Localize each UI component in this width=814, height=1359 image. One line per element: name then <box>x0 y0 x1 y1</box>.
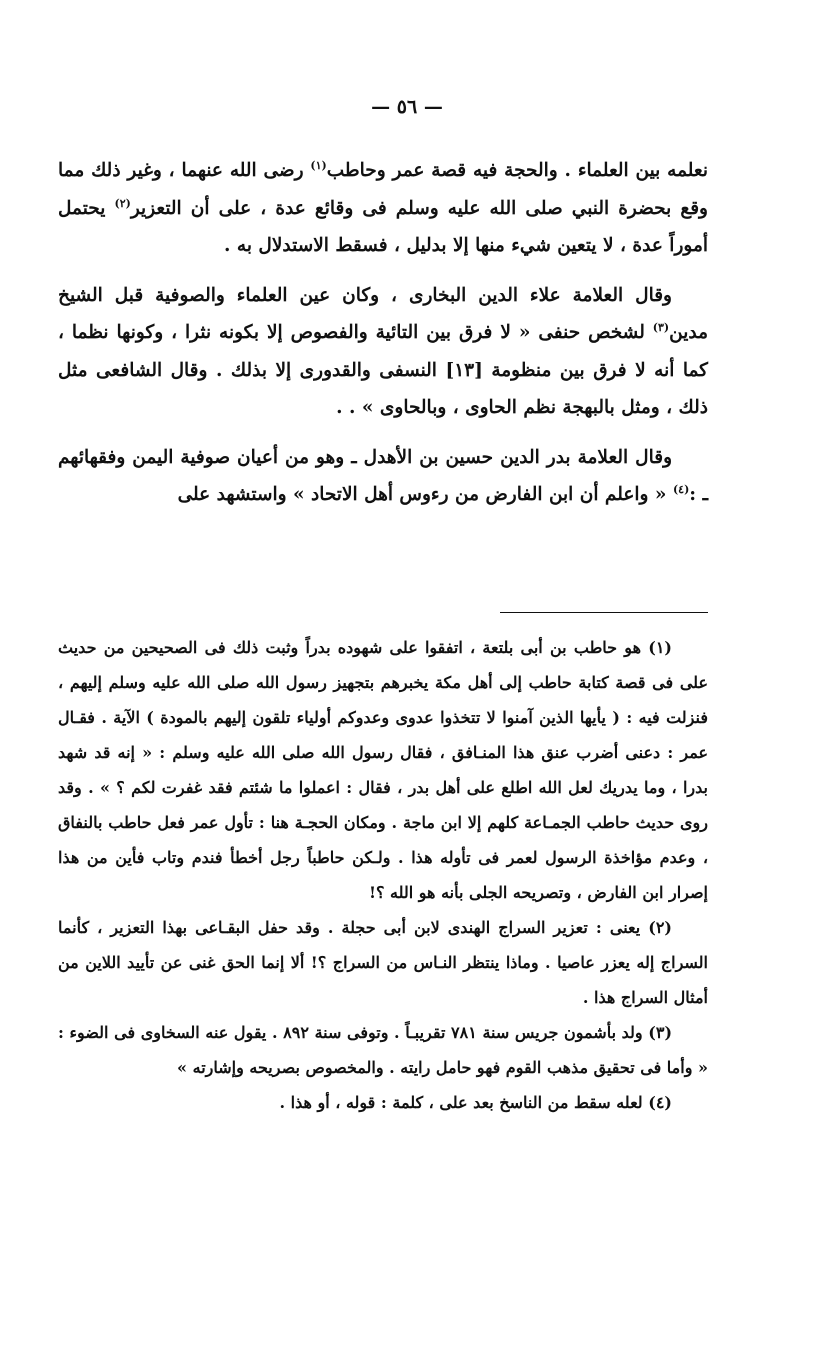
footnote-ref-3: (٣) <box>652 320 670 334</box>
text-run: نعلمه بين العلماء . والحجة فيه قصة عمر وحاطب <box>326 160 708 181</box>
footnote-4: (٤) لعله سقط من الناسخ بعد على ، كلمة : قوله ، أو هذا . <box>279 1093 672 1112</box>
text-run: « واعلم أن ابن الفارض من رءوس أهل الاتحاد » واستشهد على <box>177 484 673 505</box>
main-text <box>58 152 708 526</box>
footnote-ref-1: (١) <box>310 158 327 172</box>
footnote-3: (٣) ولد بأشمون جريس سنة ٧٨١ تقريبـاً . وتوفى سنة ٨٩٢ . يقول عنه السخاوى فى الضوء : « وأما فى تحقيق مذهب القوم فهو حامل رايته . والمخصوص بصريحه وإشارته » <box>58 1023 708 1077</box>
footnote-1: (١) هو حاطب بن أبى بلتعة ، اتفقوا على شهوده بدراً وثبت ذلك فى الصحيحين من حديث على فى قصة كتابة حاطب إلى أهل مكة يخبرهم بتجهيز رسول الله صلى الله عليه وسلم إليهم ، فنزلت فيه : ( يأيها الذين آمنوا لا تتخذوا عدوى وعدوكم أولياء تلقون إليهم بالمودة ) الآية . فقـال عمر : دعنى أضرب عنق هذا المنـافق ، فقال رسول الله صلى الله عليه وسلم : « إنه قد شهد بدرا ، وما يدريك لعل الله اطلع على أهل بدر ، فقال : اعملوا ما شئتم فقد غفرت لكم ؟ » . وقد روى حديث حاطب الجمـاعة كلهم إلا ابن ماجة . ومكان الحجـة هنا : تأول عمر فعل حاطب بالنفاق ، وعدم مؤاخذة الرسول لعمر فى تأوله هذا . ولـكن حاطباً رجل أخطأ فندم وتاب فأين من هذا إصرار ابن الفارض ، وتصريحه الجلى بأنه هو الله ؟! <box>58 638 709 902</box>
footnote-ref-4: (٤) <box>672 482 690 496</box>
page-number: — ٥٦ — <box>371 96 443 118</box>
footnote-separator <box>500 612 708 613</box>
text-run: وقال العلامة علاء الدين البخارى ، وكان عين العلماء والصوفية قبل الشيخ مدين <box>58 284 708 343</box>
paragraph-1 <box>58 152 708 265</box>
footnote-2: (٢) يعنى : تعزير السراج الهندى لابن أبى حجلة . وقد حفل البقـاعى بهذا التعزير ، كأنما السراج إله يعزر عاصيا . وماذا ينتظر النـاس من السراج ؟! ألا إنما الحق غنى عن تأييد اللاين من أمثال السراج هذا . <box>58 918 708 1007</box>
text-run: يحتمل أموراً عدة ، لا يتعين شيء منها إلا بدليل ، فسقط الاستدلال به . <box>58 197 708 256</box>
footnotes <box>58 630 708 1120</box>
footnote-ref-2: (٢) <box>114 196 131 210</box>
text-run: وقال العلامة بدر الدين حسين بن الأهدل ـ وهو من أعيان صوفية اليمن وفقهائهم ـ : <box>58 446 708 505</box>
paragraph-3 <box>58 439 708 514</box>
paragraph-2 <box>58 277 708 427</box>
text-run: رضى الله عنهما ، وغير ذلك مما وقع بحضرة النبي صلى الله عليه وسلم فى وقائع عدة ، على أن التعزير <box>58 160 708 219</box>
text-run: لشخص حنفى « لا فرق بين التائية والفصوص إلا بكونه نثرا ، وكونها نظما ، كما أنه لا فرق بين منظومة [١٣] النسفى والقدورى إلا بذلك . وقال الشافعى مثل ذلك ، ومثل بالبهجة نظم الحاوى ، وبالحاوى » . . <box>58 322 708 418</box>
